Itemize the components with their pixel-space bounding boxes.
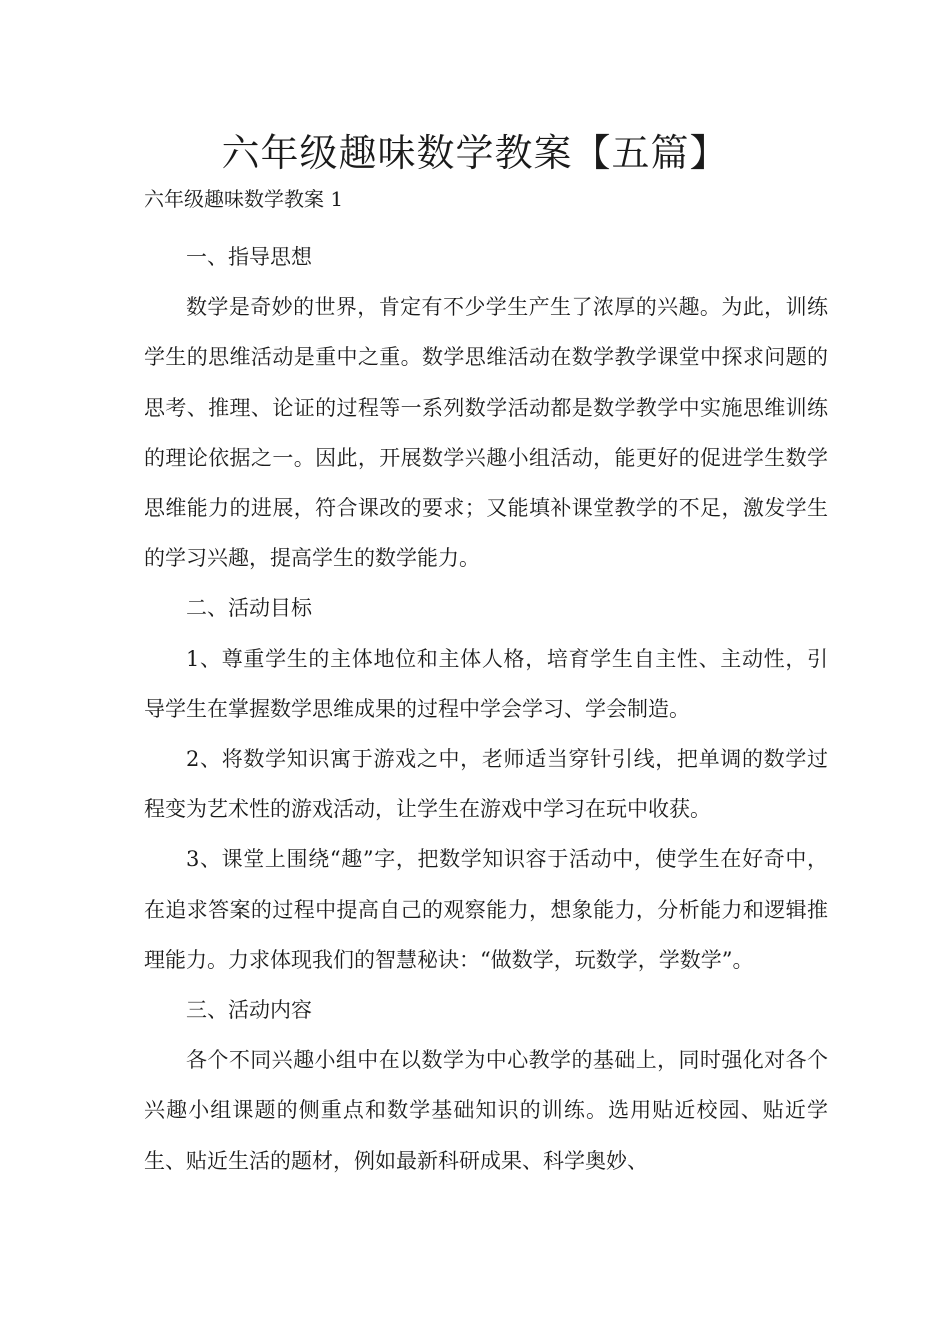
- body-paragraph: 数学是奇妙的世界，肯定有不少学生产生了浓厚的兴趣。为此，训练学生的思维活动是重中之重。数学思维活动在数学教学课堂中探求问题的思考、推理、论证的过程等一系列数学活动都是数学教学中实施思维训练的理论依据之一。因此，开展数学兴趣小组活动，能更好的促进学生数学思维能力的进展，符合课改的要求；又能填补课堂教学的不足，激发学生的学习兴趣，提高学生的数学能力。: [144, 295, 828, 571]
- section-heading: 一、指导思想: [186, 245, 312, 269]
- body-paragraph: 3、课堂上围绕“趣”字，把数学知识容于活动中，使学生在好奇中，在追求答案的过程中提高自己的观察能力，想象能力，分析能力和逻辑推理能力。力求体现我们的智慧秘诀：“做数学，玩数学，学数学”。: [144, 847, 828, 972]
- document-subtitle: 六年级趣味数学教案 1: [144, 187, 344, 211]
- section-heading: 二、活动目标: [186, 596, 312, 621]
- body-paragraph: 2、将数学知识寓于游戏之中，老师适当穿针引线，把单调的数学过程变为艺术性的游戏活动，让学生在游戏中学习在玩中收获。: [144, 747, 828, 822]
- body-paragraph: 1、尊重学生的主体地位和主体人格，培育学生自主性、主动性，引导学生在掌握数学思维成果的过程中学会学习、学会制造。: [144, 646, 828, 721]
- body-paragraph: 各个不同兴趣小组中在以数学为中心教学的基础上，同时强化对各个兴趣小组课题的侧重点和数学基础知识的训练。选用贴近校园、贴近学生、贴近生活的题材，例如最新科研成果、科学奥妙、: [144, 1048, 828, 1173]
- document-body: [144, 232, 828, 1186]
- section-heading: 三、活动内容: [186, 998, 312, 1023]
- document-title: 六年级趣味数学教案【五篇】: [221, 131, 729, 175]
